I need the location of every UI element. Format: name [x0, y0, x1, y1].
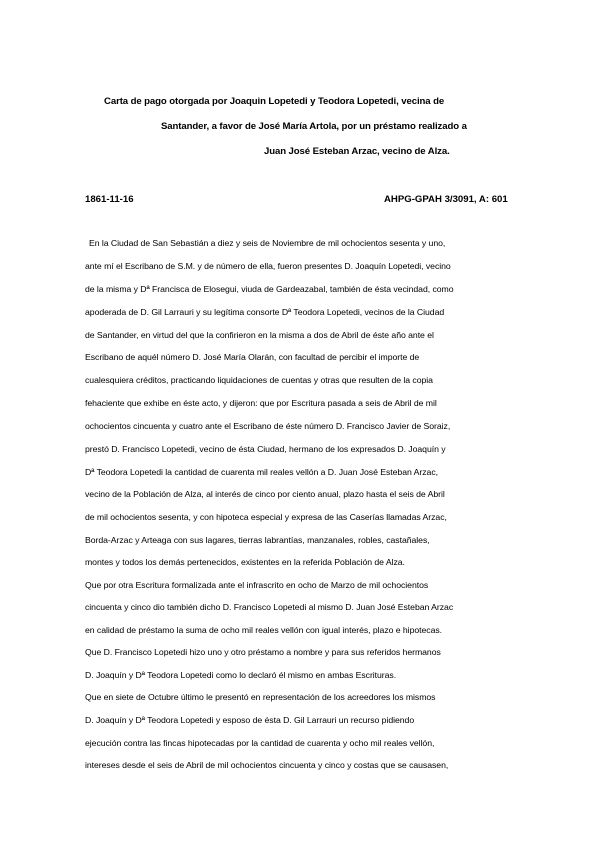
body-line-23: ejecución contra las fincas hipotecadas por la cantidad de cuarenta y ocho mil reales vellón, [85, 738, 435, 748]
document-title-line-3: Juan José Esteban Arzac, vecino de Alza. [264, 146, 450, 157]
body-line-5: de Santander, en virtud del que la confirieron en la misma a dos de Abril de éste año ante el [85, 330, 434, 340]
body-line-13: de mil ochocientos sesenta, y con hipoteca especial y expresa de las Caserías llamadas Arzac, [85, 512, 447, 522]
body-line-10: prestó D. Francisco Lopetedi, vecino de ésta Ciudad, hermano de los expresados D. Joaquín y [85, 444, 446, 454]
body-line-9: ochocientos cincuenta y cuatro ante el Escribano de éste número D. Francisco Javier de Soraiz, [85, 421, 451, 431]
body-line-20: D. Joaquín y Dª Teodora Lopetedi como lo declaró él mismo en ambas Escrituras. [85, 670, 397, 680]
body-line-16: Que por otra Escritura formalizada ante el infrascrito en ocho de Marzo de mil ochocientos [85, 580, 429, 590]
body-line-7: cualesquiera créditos, practicando liquidaciones de cuentas y otras que resulten de la copia [85, 375, 433, 385]
body-line-2: ante mí el Escribano de S.M. y de número de ella, fueron presentes D. Joaquín Lopetedi, vecino [85, 261, 451, 271]
body-line-24: intereses desde el seis de Abril de mil ochocientos cincuenta y cinco y costas que se causasen, [85, 760, 449, 770]
body-line-15: montes y todos los demás pertenecidos, existentes en la referida Población de Alza. [85, 557, 405, 567]
body-line-18: en calidad de préstamo la suma de ocho mil reales vellón con igual interés, plazo e hipotecas. [85, 625, 443, 635]
body-line-19: Que D. Francisco Lopetedi hizo uno y otro préstamo a nombre y para sus referidos hermanos [85, 647, 441, 657]
body-line-22: D. Joaquín y Dª Teodora Lopetedi y esposo de ésta D. Gil Larrauri un recurso pidiendo [85, 715, 415, 725]
body-line-8: fehaciente que exhibe en éste acto, y dijeron: que por Escritura pasada a seis de Abril de mil [85, 398, 437, 408]
body-line-21: Que en siete de Octubre último le presentó en representación de los acreedores los mismos [85, 692, 436, 702]
body-line-1: En la Ciudad de San Sebastián a diez y seis de Noviembre de mil ochocientos sesenta y uno, [89, 238, 446, 248]
document-date: 1861-11-16 [85, 194, 134, 205]
document-title-line-1: Carta de pago otorgada por Joaquin Lopetedi y Teodora Lopetedi, vecina de [104, 96, 445, 107]
body-line-12: vecino de la Población de Alza, al interés de cinco por ciento anual, plazo hasta el seis de Abril [85, 489, 445, 499]
body-line-17: cincuenta y cinco dio también dicho D. Francisco Lopetedi al mismo D. Juan José Esteban Arzac [85, 602, 454, 612]
document-title-line-2: Santander, a favor de José María Artola, por un préstamo realizado a [161, 121, 467, 132]
body-line-11: Dª Teodora Lopetedi la cantidad de cuarenta mil reales vellón a D. Juan José Esteban Arzac, [85, 467, 438, 477]
body-line-6: Escribano de aquél número D. José María Olarán, con facultad de percibir el importe de [85, 352, 420, 362]
body-line-3: de la misma y Dª Francisca de Elosegui, viuda de Gardeazabal, también de ésta vecindad, como [85, 284, 454, 294]
archive-reference: AHPG-GPAH 3/3091, A: 601 [384, 194, 508, 205]
body-line-4: apoderada de D. Gil Larrauri y su legítima consorte Dª Teodora Lopetedi, vecinos de la Ciudad [85, 307, 445, 317]
body-line-14: Borda-Arzac y Arteaga con sus lagares, tierras labrantías, manzanales, robles, castañales, [85, 535, 430, 545]
